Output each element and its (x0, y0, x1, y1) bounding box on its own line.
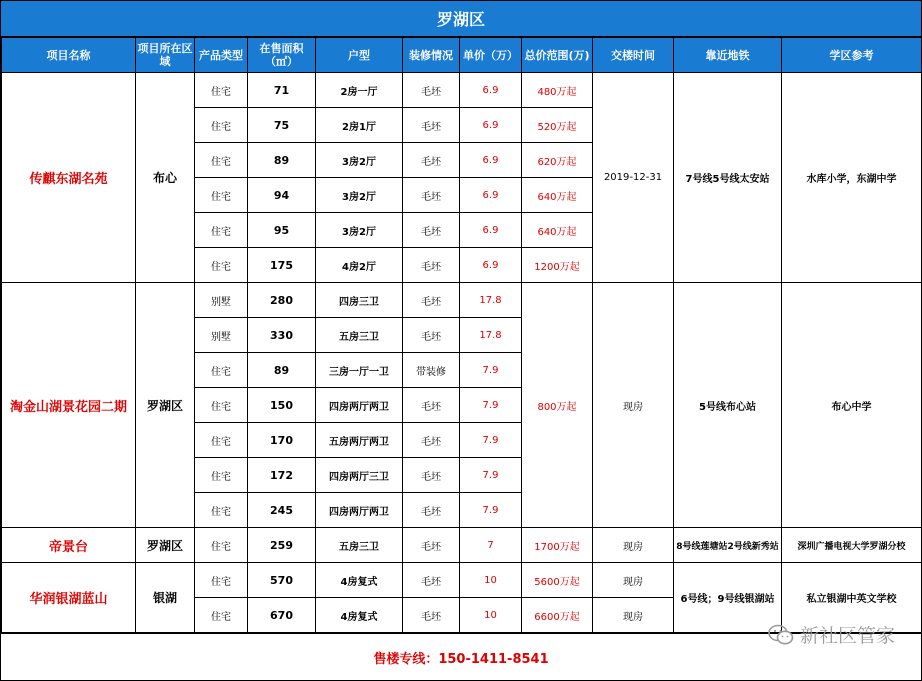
header-size: 在售面积（㎡） (248, 38, 316, 73)
project-metro: 6号线；9号线银湖站 (674, 563, 782, 633)
cell-layout: 4房2厅 (316, 248, 403, 283)
cell-type: 住宅 (195, 528, 248, 563)
cell-type: 住宅 (195, 423, 248, 458)
cell-delivery: 现房 (593, 598, 674, 633)
cell-layout: 四房三卫 (316, 283, 403, 318)
cell-layout: 4房复式 (316, 563, 403, 598)
project-name: 帝景台 (2, 528, 136, 563)
cell-type: 住宅 (195, 248, 248, 283)
header-row (2, 38, 922, 73)
cell-total: 480万起 (522, 73, 593, 108)
cell-price: 10 (460, 563, 522, 598)
cell-layout: 四房两厅三卫 (316, 458, 403, 493)
cell-price: 17.8 (460, 283, 522, 318)
cell-layout: 五房三卫 (316, 318, 403, 353)
cell-price: 7 (460, 528, 522, 563)
cell-total: 620万起 (522, 143, 593, 178)
project-delivery: 现房 (593, 528, 674, 563)
sheet-title: 罗湖区 (1, 1, 921, 37)
cell-deco: 毛坯 (403, 563, 460, 598)
watermark-text: 新社区管家 (799, 625, 895, 647)
cell-deco: 毛坯 (403, 528, 460, 563)
cell-deco: 毛坯 (403, 493, 460, 528)
cell-total: 640万起 (522, 178, 593, 213)
cell-size: 570 (248, 563, 316, 598)
project-school: 布心中学 (782, 283, 922, 528)
cell-size: 175 (248, 248, 316, 283)
header-layout: 户型 (316, 38, 403, 73)
cell-price: 17.8 (460, 318, 522, 353)
cell-total: 6600万起 (522, 598, 593, 633)
project-area: 罗湖区 (136, 283, 195, 528)
cell-layout: 四房两厅两卫 (316, 388, 403, 423)
header-metro: 靠近地铁 (674, 38, 782, 73)
cell-size: 89 (248, 143, 316, 178)
cell-price: 7.9 (460, 388, 522, 423)
cell-type: 住宅 (195, 493, 248, 528)
table-row (2, 563, 922, 598)
cell-total: 520万起 (522, 108, 593, 143)
wechat-icon (768, 624, 794, 646)
cell-size: 245 (248, 493, 316, 528)
cell-total: 1700万起 (522, 528, 593, 563)
table-row (2, 73, 922, 108)
cell-type: 住宅 (195, 458, 248, 493)
cell-price: 6.9 (460, 213, 522, 248)
cell-size: 330 (248, 318, 316, 353)
cell-size: 280 (248, 283, 316, 318)
cell-deco: 毛坯 (403, 143, 460, 178)
cell-type: 住宅 (195, 73, 248, 108)
watermark (768, 621, 895, 648)
project-delivery: 现房 (593, 283, 674, 528)
cell-deco: 毛坯 (403, 388, 460, 423)
cell-price: 7.9 (460, 423, 522, 458)
cell-type: 住宅 (195, 353, 248, 388)
table-row (2, 528, 922, 563)
cell-price: 7.9 (460, 353, 522, 388)
cell-price: 6.9 (460, 108, 522, 143)
cell-type: 住宅 (195, 598, 248, 633)
cell-size: 89 (248, 353, 316, 388)
cell-layout: 3房2厅 (316, 213, 403, 248)
cell-type: 别墅 (195, 283, 248, 318)
header-delivery: 交楼时间 (593, 38, 674, 73)
cell-total: 1200万起 (522, 248, 593, 283)
header-project: 项目名称 (2, 38, 136, 73)
cell-size: 75 (248, 108, 316, 143)
project-area: 银湖 (136, 563, 195, 633)
cell-deco: 毛坯 (403, 73, 460, 108)
cell-price: 7.9 (460, 493, 522, 528)
cell-deco: 毛坯 (403, 178, 460, 213)
cell-deco: 毛坯 (403, 318, 460, 353)
project-metro: 5号线布心站 (674, 283, 782, 528)
project-delivery: 2019-12-31 (593, 73, 674, 283)
cell-size: 150 (248, 388, 316, 423)
cell-type: 住宅 (195, 108, 248, 143)
project-name: 传麒东湖名苑 (2, 73, 136, 283)
cell-layout: 五房两厅两卫 (316, 423, 403, 458)
cell-layout: 五房三卫 (316, 528, 403, 563)
project-metro: 7号线5号线太安站 (674, 73, 782, 283)
cell-type: 住宅 (195, 178, 248, 213)
project-area: 罗湖区 (136, 528, 195, 563)
cell-layout: 四房两厅两卫 (316, 493, 403, 528)
cell-size: 259 (248, 528, 316, 563)
project-school: 深圳广播电视大学罗湖分校 (782, 528, 922, 563)
cell-deco: 毛坯 (403, 423, 460, 458)
header-school: 学区参考 (782, 38, 922, 73)
cell-layout: 4房复式 (316, 598, 403, 633)
table-row (2, 283, 922, 318)
cell-size: 172 (248, 458, 316, 493)
cell-type: 住宅 (195, 213, 248, 248)
cell-deco: 毛坯 (403, 248, 460, 283)
project-name: 淘金山湖景花园二期 (2, 283, 136, 528)
sales-hotline: 售楼专线：150-1411-8541 (373, 652, 549, 667)
cell-size: 94 (248, 178, 316, 213)
cell-total: 640万起 (522, 213, 593, 248)
cell-deco: 毛坯 (403, 458, 460, 493)
header-price: 单价（万） (460, 38, 522, 73)
cell-price: 6.9 (460, 178, 522, 213)
project-school: 私立银湖中英文学校 (782, 563, 922, 633)
cell-price: 6.9 (460, 248, 522, 283)
header-total: 总价范围(万) (522, 38, 593, 73)
cell-layout: 2房一厅 (316, 73, 403, 108)
cell-price: 7.9 (460, 458, 522, 493)
cell-size: 71 (248, 73, 316, 108)
cell-size: 670 (248, 598, 316, 633)
header-type: 产品类型 (195, 38, 248, 73)
cell-type: 住宅 (195, 143, 248, 178)
cell-delivery: 现房 (593, 563, 674, 598)
cell-type: 别墅 (195, 318, 248, 353)
project-area: 布心 (136, 73, 195, 283)
project-school: 水库小学，东湖中学 (782, 73, 922, 283)
cell-deco: 毛坯 (403, 598, 460, 633)
cell-layout: 3房2厅 (316, 143, 403, 178)
cell-price: 6.9 (460, 143, 522, 178)
project-total: 800万起 (522, 283, 593, 528)
header-deco: 装修情况 (403, 38, 460, 73)
cell-price: 6.9 (460, 73, 522, 108)
cell-layout: 2房1厅 (316, 108, 403, 143)
cell-size: 170 (248, 423, 316, 458)
project-metro: 8号线莲塘站2号线新秀站 (674, 528, 782, 563)
cell-deco: 毛坯 (403, 213, 460, 248)
cell-total: 5600万起 (522, 563, 593, 598)
cell-deco: 带装修 (403, 353, 460, 388)
cell-layout: 三房一厅一卫 (316, 353, 403, 388)
cell-type: 住宅 (195, 388, 248, 423)
cell-type: 住宅 (195, 563, 248, 598)
cell-size: 95 (248, 213, 316, 248)
header-area: 项目所在区域 (136, 38, 195, 73)
cell-layout: 3房2厅 (316, 178, 403, 213)
listing-table (1, 37, 922, 633)
cell-deco: 毛坯 (403, 108, 460, 143)
cell-deco: 毛坯 (403, 283, 460, 318)
project-name: 华润银湖蓝山 (2, 563, 136, 633)
cell-price: 10 (460, 598, 522, 633)
